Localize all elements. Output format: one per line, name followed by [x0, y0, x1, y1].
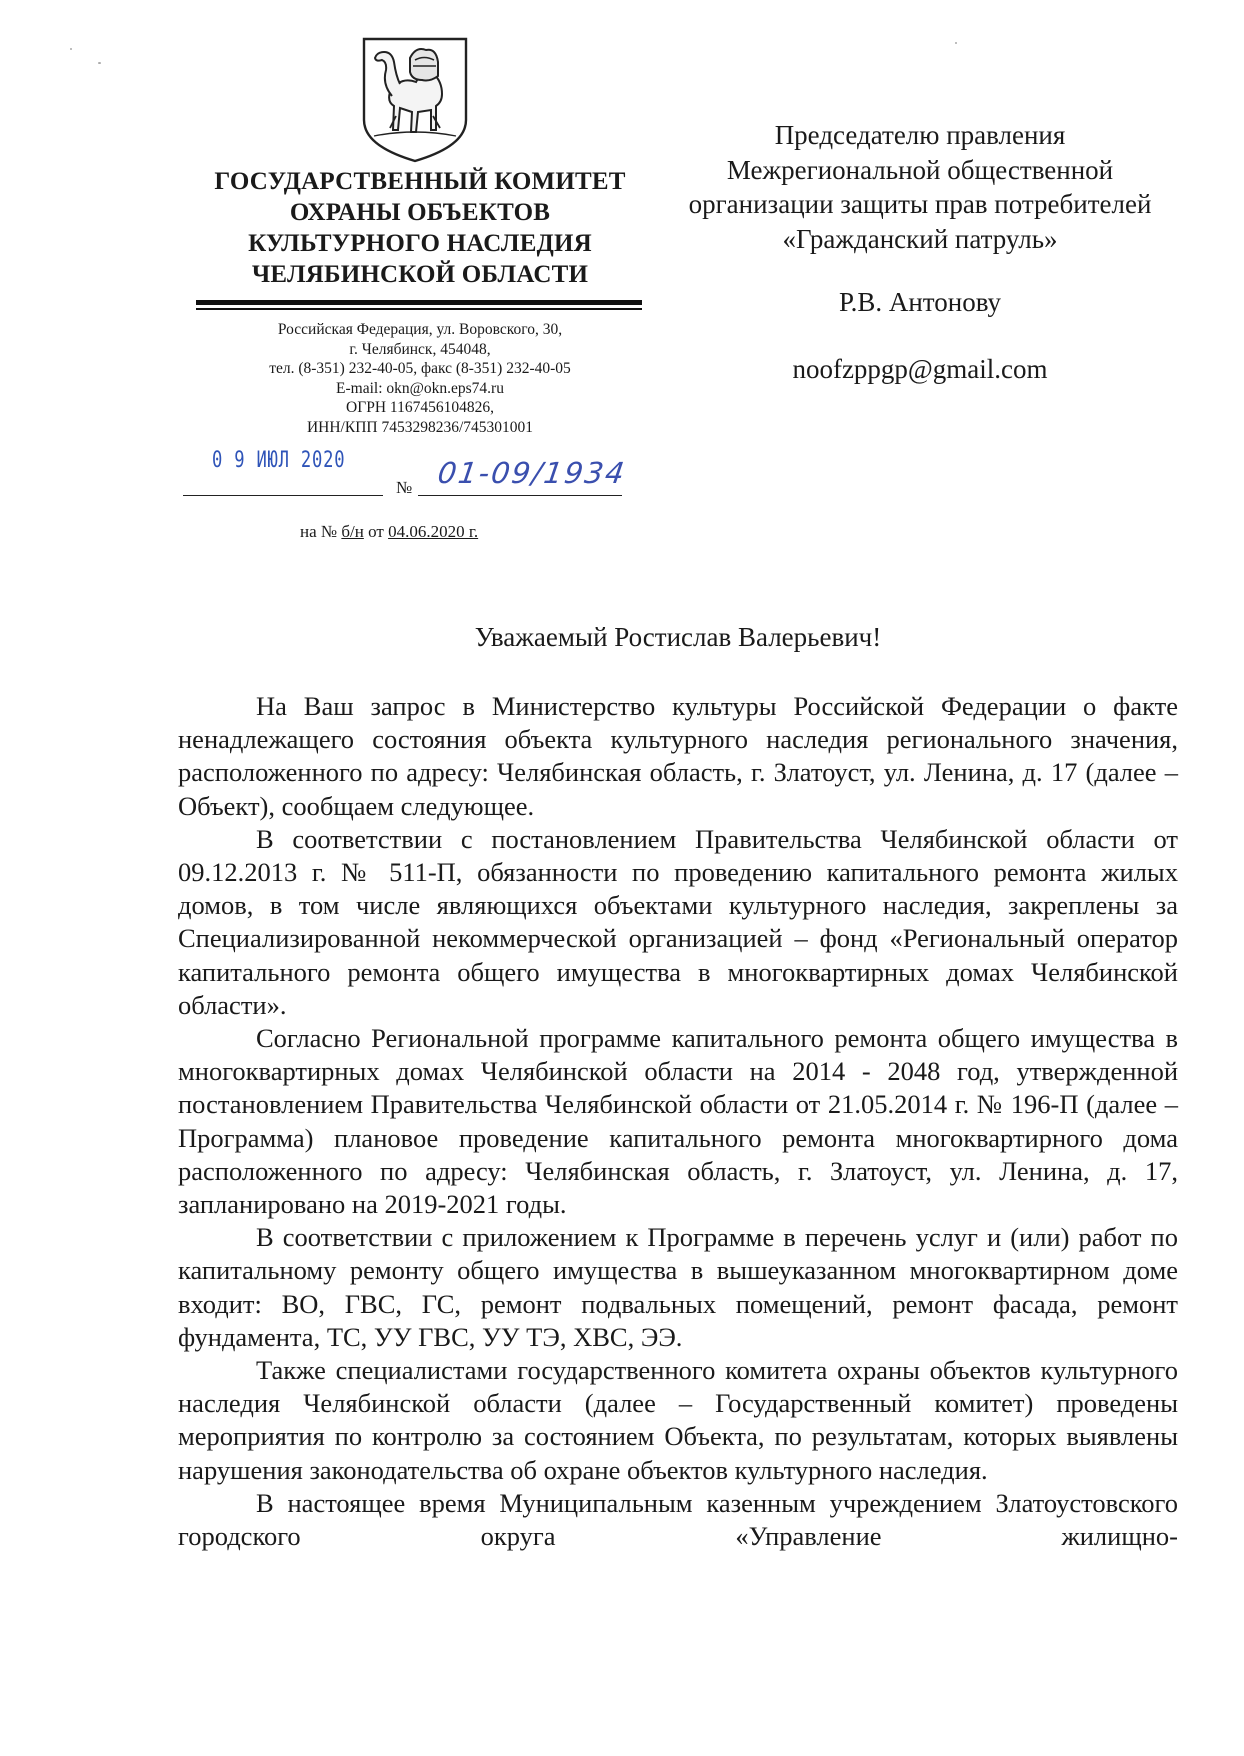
recipient-name: Р.В. Антонову: [838, 287, 1002, 317]
coat-of-arms-icon: [360, 36, 470, 164]
reply-reference: [300, 522, 478, 542]
header-divider-thin: [196, 308, 642, 310]
contact-line-inn: ИНН/КПП 7453298236/745301001: [306, 418, 534, 436]
organization-name: [170, 166, 670, 290]
recipient-line: Межрегиональной общественной: [726, 154, 1114, 185]
contact-line-ogrn: ОГРН 1167456104826,: [346, 399, 494, 416]
reply-reference-date: 04.06.2020 г.: [388, 522, 479, 541]
body-paragraph: На Ваш запрос в Министерство культуры Российской Федерации о факте ненадлежащего состояния объекта культурного наследия регионального значения, расположенного по адресу: Челябинская область, г. Златоуст, ул. Ленина, д. 17 (далее – Объект), сообщаем следующее.: [178, 691, 1178, 821]
body-paragraph: В соответствии с приложением к Программе в перечень услуг и (или) работ по капитальному ремонту общего имущества в вышеуказанном многоквартирном доме входит: ВО, ГВС, ГС, ремонт подвальных помещений, ремонт фасада, ремонт фундамента, ТС, УУ ГВС, УУ ТЭ, ХВС, ЭЭ.: [178, 1222, 1178, 1352]
contact-line-email: E-mail: okn@okn.eps74.ru: [336, 379, 504, 397]
scan-speck: [70, 48, 72, 50]
recipient-line: Председателю правления: [774, 120, 1066, 150]
scan-speck: [955, 42, 957, 44]
organization-name-line: ЧЕЛЯБИНСКОЙ ОБЛАСТИ: [251, 261, 589, 288]
body-paragraph: В настоящее время Муниципальным казенным учреждением Златоустовского городского округа «Управление жилищно-: [178, 1487, 1178, 1552]
letter-body: [178, 690, 1178, 1553]
reply-reference-prefix: на №: [300, 522, 338, 541]
body-paragraph: Согласно Региональной программе капитального ремонта общего имущества в многоквартирных домах Челябинской области на 2014 - 2048 год, утвержденной постановлением Правительства Челябинской области от 21.05.2014 г. № 196-П (далее – Программа) плановое проведение капитального ремонта многоквартирного дома расположенного по адресу: Челябинская область, г. Златоуст, ул. Ленина, д. 17, запланировано на 2019-2021 годы.: [178, 1023, 1178, 1220]
recipient-block: [640, 118, 1200, 256]
body-paragraph: Также специалистами государственного комитета охраны объектов культурного наследия Челябинской области (далее – Государственный комитет) проведены мероприятия по контролю за состоянием Объекта, по результатам, которых выявлены нарушения законодательства об охране объектов культурного наследия.: [178, 1355, 1178, 1485]
organization-name-line: ГОСУДАРСТВЕННЫЙ КОМИТЕТ: [214, 168, 626, 195]
header-divider-thick: [196, 300, 642, 305]
reply-reference-middle: от: [368, 522, 384, 541]
contact-line-phone: тел. (8-351) 232-40-05, факс (8-351) 232-40-05: [269, 360, 571, 377]
body-paragraph: В соответствии с постановлением Правительства Челябинской области от 09.12.2013 г. № 511-П, обязанности по проведению капитального ремонта жилых домов, в том числе являющихся объектами культурного наследия, закреплены за Специализированной некоммерческой организацией – фонд «Региональный оператор капитального ремонта общего имущества в многоквартирных домах Челябинской области».: [178, 823, 1178, 1020]
salutation: Уважаемый Ростислав Валерьевич!: [474, 622, 882, 652]
contact-line-address: Российская Федерация, ул. Воровского, 30,: [277, 321, 563, 338]
contact-line-city: г. Челябинск, 454048,: [349, 340, 491, 358]
recipient-email: noofzppgp@gmail.com: [792, 354, 1048, 384]
scan-speck: [98, 62, 101, 64]
recipient-line: «Гражданский патруль»: [782, 223, 1058, 254]
organization-name-line: КУЛЬТУРНОГО НАСЛЕДИЯ: [248, 230, 592, 257]
registration-number-underline: [418, 495, 622, 496]
organization-name-line: ОХРАНЫ ОБЪЕКТОВ: [289, 199, 551, 226]
registration-date-stamp: 0 9 ИЮЛ 2020: [212, 448, 346, 473]
registration-number-sign: №: [396, 478, 413, 497]
registration-number-handwritten: 01-09/1934: [435, 456, 629, 490]
recipient-line: организации защиты прав потребителей: [688, 189, 1152, 219]
organization-contacts: [180, 320, 660, 437]
registration-date-underline: [183, 495, 383, 496]
reply-reference-number: б/н: [341, 522, 364, 541]
